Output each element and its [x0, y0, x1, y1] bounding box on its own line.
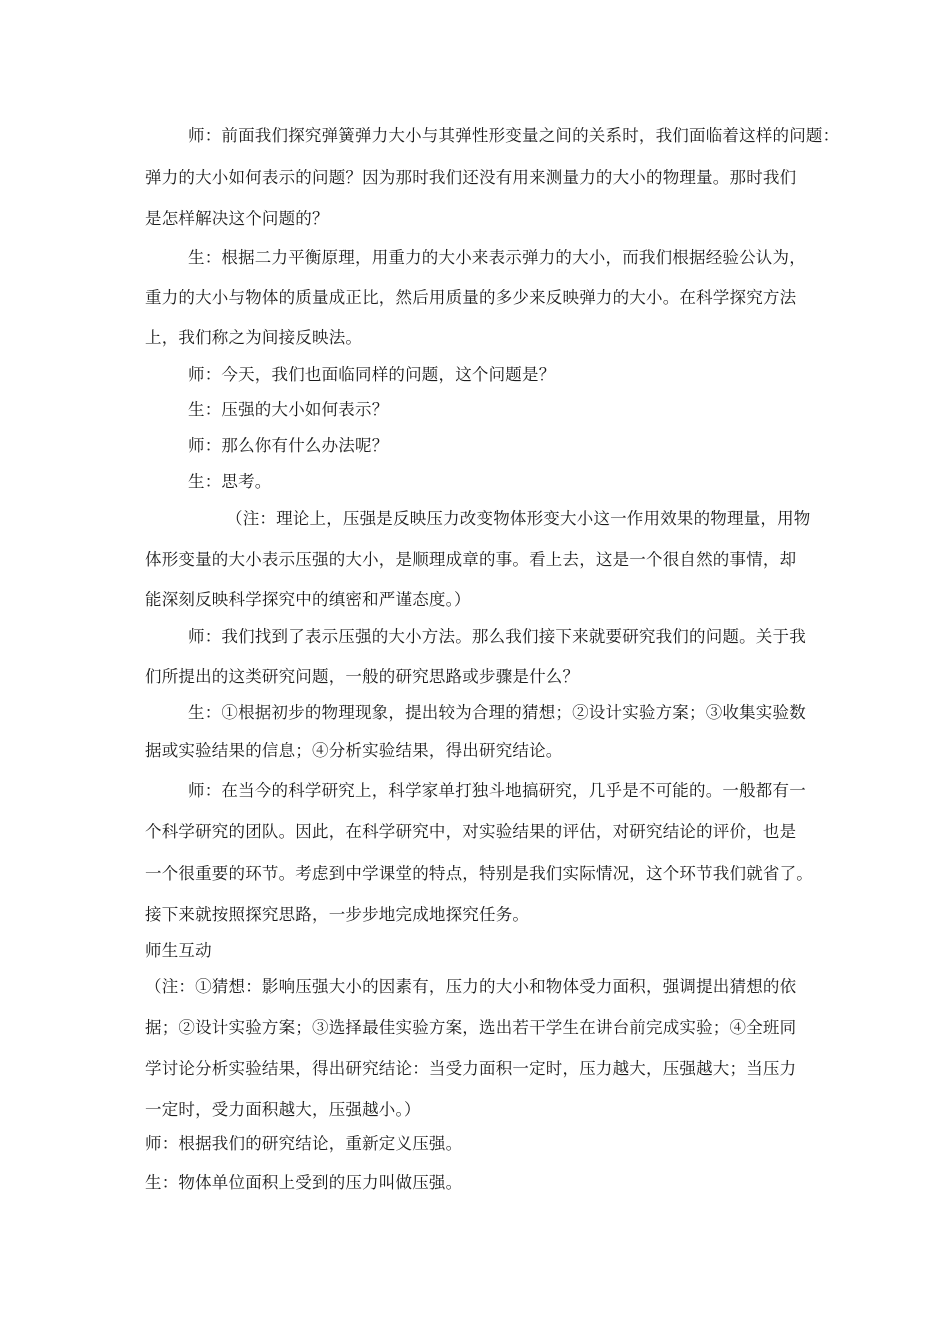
text-line: 据或实验结果的信息；④分析实验结果，得出研究结论。 [145, 741, 563, 760]
text-line: （注：理论上，压强是反映压力改变物体形变大小这一作用效果的物理量，用物 [226, 509, 811, 528]
text-line: 师：在当今的科学研究上，科学家单打独斗地搞研究，几乎是不可能的。一般都有一 [188, 781, 806, 800]
text-line: （注：①猜想：影响压强大小的因素有，压力的大小和物体受力面积，强调提出猜想的依 [145, 977, 797, 996]
text-line: 师：那么你有什么办法呢？ [188, 436, 389, 455]
text-line: 们所提出的这类研究问题，一般的研究思路或步骤是什么？ [145, 667, 580, 686]
text-line: 是怎样解决这个问题的？ [145, 209, 329, 228]
text-line: 重力的大小与物体的质量成正比，然后用质量的多少来反映弹力的大小。在科学探究方法 [145, 288, 797, 307]
text-line: 接下来就按照探究思路，一步步地完成地探究任务。 [145, 905, 530, 924]
text-line: 个科学研究的团队。因此，在科学研究中，对实验结果的评估，对研究结论的评价，也是 [145, 822, 797, 841]
text-line: 上，我们称之为间接反映法。 [145, 328, 363, 347]
text-line: 师：今天，我们也面临同样的问题，这个问题是？ [188, 365, 556, 384]
text-line: 生：思考。 [188, 472, 272, 491]
text-line: 师：前面我们探究弹簧弹力大小与其弹性形变量之间的关系时，我们面临着这样的问题： [188, 126, 840, 145]
text-line: 生：压强的大小如何表示？ [188, 400, 389, 419]
section-heading: 师生互动 [145, 941, 212, 960]
text-line: 一定时，受力面积越大，压强越小。） [145, 1100, 421, 1119]
text-line: 学讨论分析实验结果，得出研究结论：当受力面积一定时，压力越大，压强越大；当压力 [145, 1059, 797, 1078]
text-line: 一个很重要的环节。考虑到中学课堂的特点，特别是我们实际情况，这个环节我们就省了。 [145, 864, 813, 883]
text-line: 师：根据我们的研究结论，重新定义压强。 [145, 1134, 463, 1153]
text-line: 生：根据二力平衡原理，用重力的大小来表示弹力的大小，而我们根据经验公认为， [188, 248, 806, 267]
text-line: 师：我们找到了表示压强的大小方法。那么我们接下来就要研究我们的问题。关于我 [188, 627, 806, 646]
text-line: 弹力的大小如何表示的问题？因为那时我们还没有用来测量力的大小的物理量。那时我们 [145, 168, 797, 187]
text-line: 体形变量的大小表示压强的大小，是顺理成章的事。看上去，这是一个很自然的事情，却 [145, 550, 797, 569]
text-line: 据；②设计实验方案；③选择最佳实验方案，选出若干学生在讲台前完成实验；④全班同 [145, 1018, 797, 1037]
text-line: 能深刻反映科学探究中的缜密和严谨态度。） [145, 590, 471, 609]
text-line: 生：①根据初步的物理现象，提出较为合理的猜想；②设计实验方案；③收集实验数 [188, 703, 806, 722]
text-line: 生：物体单位面积上受到的压力叫做压强。 [145, 1173, 463, 1192]
